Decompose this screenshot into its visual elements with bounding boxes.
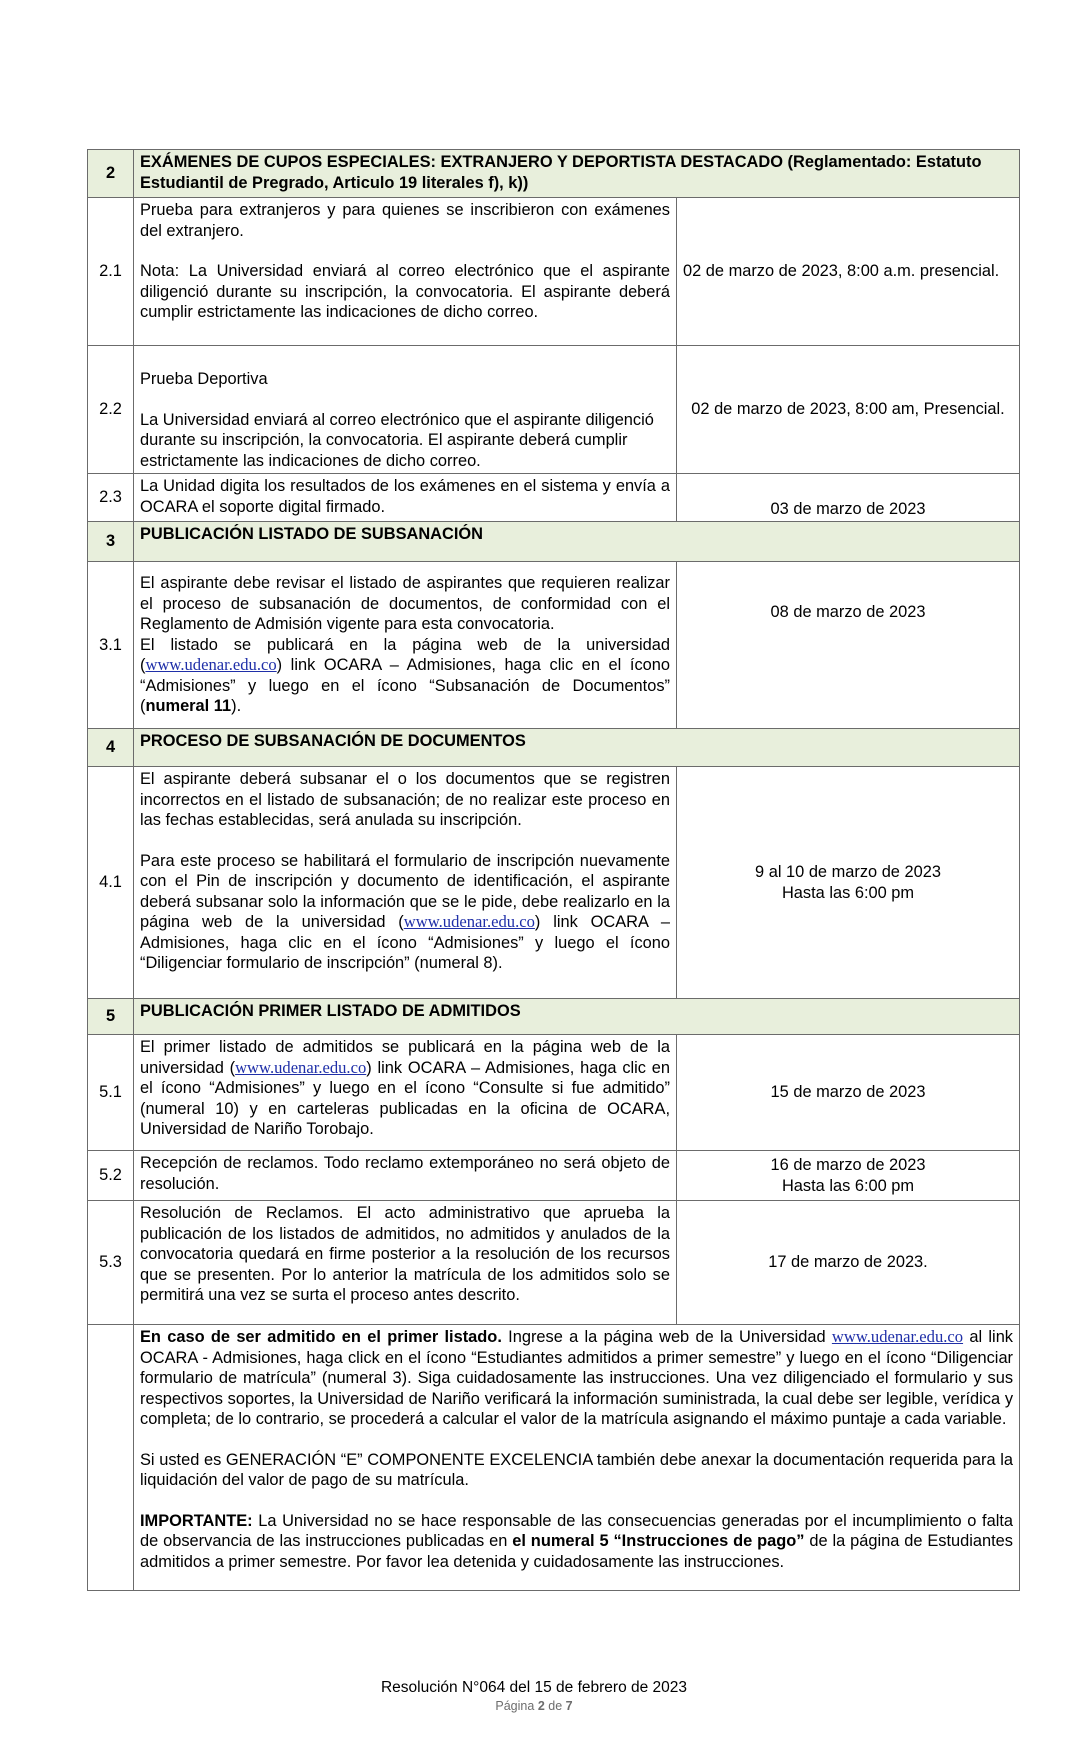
- row-date: 02 de marzo de 2023, 8:00 a.m. presencial.: [677, 198, 1020, 346]
- section-row-2: [88, 150, 1020, 198]
- row-date: 9 al 10 de marzo de 2023 Hasta las 6:00 pm: [677, 767, 1020, 999]
- table-row: [88, 1201, 1020, 1325]
- table-row: [88, 198, 1020, 346]
- schedule-table: [87, 149, 1020, 1591]
- row-description: El primer listado de admitidos se publicará en la página web de la universidad (www.udenar.edu.co) link OCARA – Admisiones, haga clic en el ícono “Admisiones” y luego en el ícono “Consulte si fue admitido” (numeral 10) y en carteleras publicadas en la oficina de OCARA, Universidad de Nariño Torobajo.: [134, 1035, 677, 1151]
- section-number: 5: [88, 999, 134, 1035]
- row-number: 4.1: [88, 767, 134, 999]
- section-title: PROCESO DE SUBSANACIÓN DE DOCUMENTOS: [134, 729, 1020, 767]
- row-description: La Unidad digita los resultados de los exámenes en el sistema y envía a OCARA el soporte digital firmado.: [134, 474, 677, 522]
- section-row-4: [88, 729, 1020, 767]
- row-number: 5.2: [88, 1151, 134, 1201]
- note-spacer: [88, 1325, 134, 1591]
- section-title: EXÁMENES DE CUPOS ESPECIALES: EXTRANJERO Y DEPORTISTA DESTACADO (Reglamentado: Estatuto Estudiantil de Pregrado, Articulo 19 literales f), k)): [134, 150, 1020, 198]
- row-description: Prueba para extranjeros y para quienes se inscribieron con exámenes del extranjero. Nota: La Universidad enviará al correo electrónico que el aspirante diligenció durante su inscripción, la convocatoria. El aspirante deberá cumplir estrictamente las indicaciones de dicho correo.: [134, 198, 677, 346]
- admission-note: En caso de ser admitido en el primer listado. Ingrese a la página web de la Universidad www.udenar.edu.co al link OCARA - Admisiones, haga click en el ícono “Estudiantes admitidos a primer semestre” y luego en el ícono “Diligenciar formulario de matrícula” (numeral 3). Siga cuidadosamente las instrucciones. Una vez diligenciado el formulario y sus respectivos soportes, la Universidad de Nariño verificará la información suministrada, la cual debe ser legible, verídica y completa; de lo contrario, se procederá a calcular el valor de la matrícula asignando el máximo puntaje a cada variable. Si usted es GENERACIÓN “E” COMPONENTE EXCELENCIA también debe anexar la documentación requerida para la liquidación del valor de pago de su matrícula. IMPORTANTE: La Universidad no se hace responsable de las consecuencias generadas por el incumplimiento o falta de observancia de las instrucciones publicadas en el numeral 5 “Instrucciones de pago” de la página de Estudiantes admitidos a primer semestre. Por favor lea detenida y cuidadosamente las instrucciones.: [134, 1325, 1020, 1591]
- footer-page-number: Página 2 de 7: [495, 1699, 573, 1713]
- section-row-3: [88, 522, 1020, 562]
- table-row: [88, 474, 1020, 522]
- footer-resolution: Resolución N°064 del 15 de febrero de 2023: [380, 1679, 688, 1696]
- section-title: PUBLICACIÓN PRIMER LISTADO DE ADMITIDOS: [134, 999, 1020, 1035]
- row-description: Recepción de reclamos. Todo reclamo extemporáneo no será objeto de resolución.: [134, 1151, 677, 1201]
- section-title: PUBLICACIÓN LISTADO DE SUBSANACIÓN: [134, 522, 1020, 562]
- udenar-link[interactable]: www.udenar.edu.co: [235, 1057, 367, 1077]
- row-description: El aspirante deberá subsanar el o los documentos que se registren incorrectos en el listado de subsanación; de no realizar este proceso en las fechas establecidas, será anulada su inscripción. Para este proceso se habilitará el formulario de inscripción nuevamente con el Pin de inscripción y documento de identificación, el aspirante deberá subsanar solo la información que se le pide, debe realizarlo en la página web de la universidad (www.udenar.edu.co) link OCARA – Admisiones, haga clic en el ícono “Admisiones” y luego el ícono “Diligenciar formulario de inscripción” (numeral 8).: [134, 767, 677, 999]
- table-row: [88, 767, 1020, 999]
- table-row: [88, 346, 1020, 474]
- row-number: 2.2: [88, 346, 134, 474]
- row-number: 5.3: [88, 1201, 134, 1325]
- row-number: 5.1: [88, 1035, 134, 1151]
- row-number: 3.1: [88, 562, 134, 729]
- note-row: [88, 1325, 1020, 1591]
- table-row: [88, 1151, 1020, 1201]
- row-description: Resolución de Reclamos. El acto administrativo que aprueba la publicación de los listados de admitidos, no admitidos y anulados de la convocatoria quedará en firme posterior a la resolución de los recursos que se presenten. Por lo anterior la matrícula de los admitidos solo se permitirá una vez se surta el proceso antes descrito.: [134, 1201, 677, 1325]
- udenar-link[interactable]: www.udenar.edu.co: [403, 912, 535, 931]
- udenar-link[interactable]: www.udenar.edu.co: [145, 655, 277, 675]
- row-description: El aspirante debe revisar el listado de aspirantes que requieren realizar el proceso de subsanación de documentos, de conformidad con el Reglamento de Admisión vigente para esta convocatoria. El listado se publicará en la página web de la universidad (www.udenar.edu.co) link OCARA – Admisiones, haga clic en el ícono “Admisiones” y luego en el ícono “Subsanación de Documentos” (numeral 11).: [134, 562, 677, 729]
- row-number: 2.1: [88, 198, 134, 346]
- row-date: 08 de marzo de 2023: [677, 562, 1020, 729]
- row-date: 15 de marzo de 2023: [677, 1035, 1020, 1151]
- section-number: 4: [88, 729, 134, 767]
- row-date: 17 de marzo de 2023.: [677, 1201, 1020, 1325]
- section-number: 3: [88, 522, 134, 562]
- section-number: 2: [88, 150, 134, 198]
- row-number: 2.3: [88, 474, 134, 522]
- row-date: 16 de marzo de 2023 Hasta las 6:00 pm: [677, 1151, 1020, 1201]
- table-row: [88, 562, 1020, 729]
- udenar-link[interactable]: www.udenar.edu.co: [831, 1327, 964, 1346]
- table-row: [88, 1035, 1020, 1151]
- row-description: Prueba Deportiva La Universidad enviará al correo electrónico que el aspirante diligenció durante su inscripción, la convocatoria. El aspirante deberá cumplir estrictamente las indicaciones de dicho correo.: [134, 346, 677, 474]
- section-row-5: [88, 999, 1020, 1035]
- row-date: 02 de marzo de 2023, 8:00 am, Presencial.: [677, 346, 1020, 474]
- row-date: 03 de marzo de 2023: [677, 474, 1020, 522]
